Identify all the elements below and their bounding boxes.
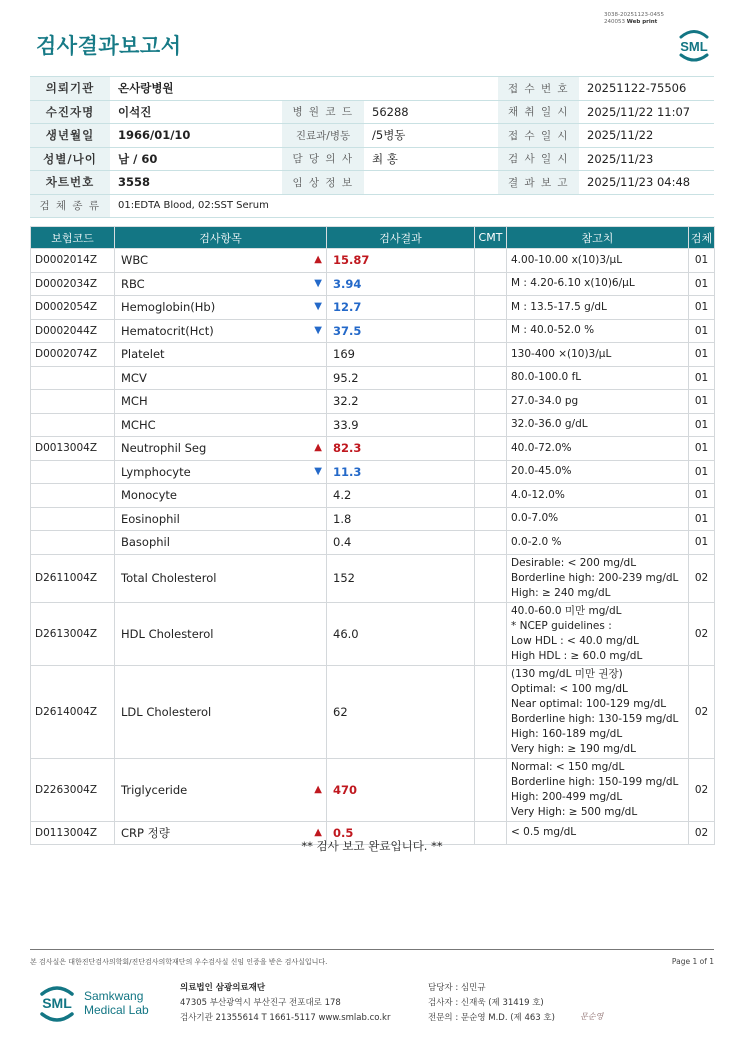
insurance-code: D0002014Z: [31, 249, 115, 273]
result-row: [31, 484, 715, 508]
result-row: [31, 272, 715, 296]
doctor-label: 담 당 의 사: [282, 147, 364, 171]
reference-line: (130 mg/dL 미만 권장): [511, 667, 623, 680]
info-row: [30, 124, 714, 148]
reference-line: 32.0-36.0 g/dL: [511, 418, 588, 431]
sexage-label: 성별/나이: [30, 147, 110, 171]
reference-line: High HDL : ≥ 60.0 mg/dL: [511, 649, 643, 662]
insurance-code: [31, 531, 115, 555]
test-result: 4.2: [327, 484, 475, 508]
reference-range: [507, 507, 689, 531]
comment-cell: [475, 507, 507, 531]
page-title: 검사결과보고서: [36, 34, 182, 58]
col-specimen: 검체: [689, 227, 715, 249]
comment-cell: [475, 249, 507, 273]
reference-line: Desirable: < 200 mg/dL: [511, 556, 637, 569]
comment-cell: [475, 460, 507, 484]
high-flag-icon: ▲: [314, 826, 322, 838]
chart-value: 3558: [110, 171, 282, 195]
test-result: 0.5: [327, 821, 475, 845]
specimen-code: 01: [689, 437, 715, 461]
sexage-value: 남 / 60: [110, 147, 282, 171]
results-table: [30, 226, 715, 845]
specimen-code: 01: [689, 507, 715, 531]
comment-cell: [475, 319, 507, 343]
test-item-label: MCH: [121, 394, 148, 409]
test-item-label: LDL Cholesterol: [121, 704, 212, 719]
brand-line1: Samkwang: [84, 989, 144, 1003]
result-row: [31, 319, 715, 343]
test-result: 37.5: [327, 319, 475, 343]
insurance-code: [31, 366, 115, 390]
clinical-value: [364, 171, 498, 195]
insurance-code: [31, 484, 115, 508]
staff-info: [428, 981, 555, 1026]
insurance-code: D0002044Z: [31, 319, 115, 343]
reference-line: Borderline high: 150-199 mg/dL: [511, 775, 679, 788]
samkwang-logo-text: SML: [42, 995, 72, 1011]
comment-cell: [475, 296, 507, 320]
organization-info: [180, 981, 390, 1026]
doctor-value: 최 홍: [364, 147, 498, 171]
reference-line: Normal: < 150 mg/dL: [511, 760, 625, 773]
comment-cell: [475, 366, 507, 390]
reference-line: M : 13.5-17.5 g/dL: [511, 300, 607, 313]
specimen-code: 02: [689, 554, 715, 602]
result-row: [31, 665, 715, 758]
comment-cell: [475, 665, 507, 758]
reference-range: [507, 366, 689, 390]
birth-label: 생년월일: [30, 124, 110, 148]
test-item-label: Total Cholesterol: [121, 571, 217, 585]
test-item-label: Monocyte: [121, 488, 177, 503]
reference-line: Borderline high: 130-159 mg/dL: [511, 712, 679, 725]
result-row: [31, 554, 715, 602]
col-result: 검사결과: [327, 227, 475, 249]
specimen-code: 02: [689, 821, 715, 845]
test-item: [115, 296, 327, 320]
comment-cell: [475, 272, 507, 296]
reference-range: [507, 484, 689, 508]
specimen-code: 02: [689, 665, 715, 758]
test-item-label: WBC: [121, 253, 149, 268]
test-item: [115, 665, 327, 758]
specimen-code: 01: [689, 531, 715, 555]
reference-line: High: ≥ 240 mg/dL: [511, 586, 611, 599]
test-item-label: Eosinophil: [121, 511, 180, 526]
insurance-code: [31, 390, 115, 414]
insurance-code: D0002034Z: [31, 272, 115, 296]
test-item: [115, 554, 327, 602]
info-row: [30, 100, 714, 124]
reference-range: [507, 531, 689, 555]
low-flag-icon: ▼: [314, 301, 322, 313]
test-item-label: MCV: [121, 370, 147, 385]
test-result: 32.2: [327, 390, 475, 414]
info-row: [30, 194, 714, 218]
reference-line: 4.0-12.0%: [511, 488, 565, 501]
reference-range: [507, 413, 689, 437]
reference-line: 20.0-45.0%: [511, 465, 572, 478]
insurance-code: D0002074Z: [31, 343, 115, 367]
result-row: [31, 507, 715, 531]
result-row: [31, 531, 715, 555]
reference-line: 0.0-2.0 %: [511, 535, 562, 548]
result-row: [31, 390, 715, 414]
report-time-value: 2025/11/23 04:48: [579, 171, 714, 195]
specimen-code: 01: [689, 413, 715, 437]
result-row: [31, 296, 715, 320]
test-item-label: Platelet: [121, 347, 165, 362]
reference-line: 40.0-60.0 미만 mg/dL: [511, 604, 622, 617]
insurance-code: D2611004Z: [31, 554, 115, 602]
high-flag-icon: ▲: [314, 783, 322, 795]
staff-tester: 검사자 : 신재욱 (제 31419 호): [428, 998, 544, 1008]
comment-cell: [475, 484, 507, 508]
comment-cell: [475, 390, 507, 414]
test-item-label: RBC: [121, 276, 145, 291]
samkwang-logo-icon: [36, 980, 78, 1024]
test-result: 0.4: [327, 531, 475, 555]
insurance-code: D2613004Z: [31, 602, 115, 665]
ward-label: 진료과/병동: [282, 124, 364, 148]
receipt-no-label: 접 수 번 호: [498, 77, 579, 101]
reference-line: Near optimal: 100-129 mg/dL: [511, 697, 667, 710]
page-number: Page 1 of 1: [671, 957, 714, 966]
insurance-code: D0013004Z: [31, 437, 115, 461]
reference-range: [507, 296, 689, 320]
test-item: [115, 319, 327, 343]
receipt-no-value: 20251122-75506: [579, 77, 714, 101]
hospital-code-value: 56288: [364, 100, 498, 124]
reference-line: M : 40.0-52.0 %: [511, 324, 595, 337]
reference-line: Borderline high: 200-239 mg/dL: [511, 571, 679, 584]
reference-line: High: 160-189 mg/dL: [511, 727, 623, 740]
high-flag-icon: ▲: [314, 442, 322, 454]
test-item: [115, 272, 327, 296]
test-date-value: 2025/11/23: [579, 147, 714, 171]
reference-line: 80.0-100.0 fL: [511, 371, 582, 384]
test-result: 169: [327, 343, 475, 367]
reference-line: 27.0-34.0 pg: [511, 394, 579, 407]
test-item: [115, 413, 327, 437]
brand-name: [84, 989, 149, 1017]
reference-line: Very high: ≥ 190 mg/dL: [511, 742, 636, 755]
clinical-label: 임 상 정 보: [282, 171, 364, 195]
reference-line: High: 200-499 mg/dL: [511, 790, 623, 803]
test-item: [115, 460, 327, 484]
reference-line: 0.0-7.0%: [511, 512, 559, 525]
result-row: [31, 343, 715, 367]
report-code-line2: 240053 Web print: [604, 19, 658, 25]
test-item: [115, 366, 327, 390]
org-address: 47305 부산광역시 부산진구 전포대로 178: [180, 998, 341, 1008]
test-item: [115, 758, 327, 821]
specimen-code: 01: [689, 272, 715, 296]
test-item-label: Hemoglobin(Hb): [121, 300, 216, 315]
test-item-label: CRP 정량: [121, 825, 170, 840]
test-item: [115, 249, 327, 273]
report-code: [604, 12, 664, 26]
completion-message: ** 검사 보고 완료입니다. **: [301, 839, 443, 853]
info-row: [30, 77, 714, 101]
test-result: 95.2: [327, 366, 475, 390]
reference-range: [507, 460, 689, 484]
collect-time-value: 2025/11/22 11:07: [579, 100, 714, 124]
test-result: 46.0: [327, 602, 475, 665]
comment-cell: [475, 413, 507, 437]
staff-manager: 담당자 : 심민규: [428, 983, 486, 993]
footer-divider: [30, 949, 714, 950]
comment-cell: [475, 343, 507, 367]
reference-line: 130-400 ×(10)3/μL: [511, 347, 612, 360]
test-result: 62: [327, 665, 475, 758]
reference-range: [507, 437, 689, 461]
col-item: 검사항목: [115, 227, 327, 249]
test-item: [115, 531, 327, 555]
insurance-code: [31, 460, 115, 484]
col-cmt: CMT: [475, 227, 507, 249]
test-item: [115, 507, 327, 531]
patient-info-table: [30, 76, 714, 218]
birth-value: 1966/01/10: [110, 124, 282, 148]
comment-cell: [475, 602, 507, 665]
patient-label: 수진자명: [30, 100, 110, 124]
result-row: [31, 413, 715, 437]
col-reference: 참고치: [507, 227, 689, 249]
comment-cell: [475, 531, 507, 555]
test-item: [115, 484, 327, 508]
reference-line: M : 4.20-6.10 x(10)6/μL: [511, 277, 635, 290]
test-result: 3.94: [327, 272, 475, 296]
report-code-line1: 3038-20251123-0455: [604, 12, 664, 18]
insurance-code: D0113004Z: [31, 821, 115, 845]
result-row: [31, 366, 715, 390]
results-body: [31, 249, 715, 845]
reference-range: [507, 390, 689, 414]
specimen-code: 01: [689, 296, 715, 320]
low-flag-icon: ▼: [314, 277, 322, 289]
specimen-code: 02: [689, 602, 715, 665]
reference-line: Low HDL : < 40.0 mg/dL: [511, 634, 639, 647]
insurance-code: D0002054Z: [31, 296, 115, 320]
insurance-code: D2263004Z: [31, 758, 115, 821]
test-result: 1.8: [327, 507, 475, 531]
reference-range: [507, 343, 689, 367]
reference-range: [507, 272, 689, 296]
receipt-date-label: 접 수 일 시: [498, 124, 579, 148]
test-item: [115, 390, 327, 414]
insurance-code: D2614004Z: [31, 665, 115, 758]
reference-line: < 0.5 mg/dL: [511, 826, 577, 839]
col-code: 보험코드: [31, 227, 115, 249]
reference-range: [507, 249, 689, 273]
reference-range: [507, 602, 689, 665]
specimen-code: 01: [689, 460, 715, 484]
reference-range: [507, 665, 689, 758]
accreditation-note: 본 검사실은 대한진단검사의학회/진단검사의학재단의 우수검사실 신임 인증을 받은 검사실입니다.: [30, 958, 328, 966]
reference-line: * NCEP guidelines :: [511, 619, 612, 632]
institution-value: 온사랑병원: [110, 77, 498, 101]
test-result: 15.87: [327, 249, 475, 273]
result-row: [31, 602, 715, 665]
test-item: [115, 602, 327, 665]
reference-line: 4.00-10.00 x(10)3/μL: [511, 253, 623, 266]
comment-cell: [475, 758, 507, 821]
test-item-label: HDL Cholesterol: [121, 626, 214, 641]
specimen-code: 01: [689, 319, 715, 343]
test-date-label: 검 사 일 시: [498, 147, 579, 171]
test-item-label: Lymphocyte: [121, 464, 191, 479]
result-row: [31, 460, 715, 484]
test-result: 470: [327, 758, 475, 821]
specimen-code: 01: [689, 249, 715, 273]
sml-logo-icon: [674, 27, 714, 63]
test-item: [115, 437, 327, 461]
result-row: [31, 249, 715, 273]
specimen-value: 01:EDTA Blood, 02:SST Serum: [110, 194, 714, 218]
test-result: 33.9: [327, 413, 475, 437]
specimen-code: 01: [689, 484, 715, 508]
reference-line: Optimal: < 100 mg/dL: [511, 682, 628, 695]
test-item-label: MCHC: [121, 417, 156, 432]
result-row: [31, 437, 715, 461]
reference-range: [507, 554, 689, 602]
org-name: 의료법인 삼광의료재단: [180, 983, 266, 993]
info-row: [30, 147, 714, 171]
reference-line: 40.0-72.0%: [511, 441, 572, 454]
test-item: [115, 343, 327, 367]
org-contact: 검사기관 21355614 T 1661-5117 www.smlab.co.kr: [180, 1013, 391, 1023]
receipt-date-value: 2025/11/22: [579, 124, 714, 148]
high-flag-icon: ▲: [314, 254, 322, 266]
test-item-label: Triglyceride: [121, 782, 188, 797]
test-result: 152: [327, 554, 475, 602]
test-result: 11.3: [327, 460, 475, 484]
ward-value: /5병동: [364, 124, 498, 148]
patient-value: 이석진: [110, 100, 282, 124]
specimen-code: 01: [689, 366, 715, 390]
specimen-code: 02: [689, 758, 715, 821]
test-item-label: Neutrophil Seg: [121, 441, 207, 456]
report-time-label: 결 과 보 고: [498, 171, 579, 195]
specimen-code: 01: [689, 343, 715, 367]
result-row: [31, 758, 715, 821]
low-flag-icon: ▼: [314, 465, 322, 477]
test-item-label: Basophil: [121, 535, 170, 550]
chart-label: 차트번호: [30, 171, 110, 195]
hospital-code-label: 병 원 코 드: [282, 100, 364, 124]
results-header-row: [31, 227, 715, 249]
reference-range: [507, 319, 689, 343]
insurance-code: [31, 413, 115, 437]
comment-cell: [475, 554, 507, 602]
low-flag-icon: ▼: [314, 324, 322, 336]
test-result: 12.7: [327, 296, 475, 320]
reference-range: [507, 758, 689, 821]
sml-logo-text: SML: [680, 39, 708, 54]
specialist-signature: 문순영: [580, 1012, 604, 1021]
comment-cell: [475, 437, 507, 461]
institution-label: 의뢰기관: [30, 77, 110, 101]
specimen-label: 검 체 종 류: [30, 194, 110, 218]
test-result: 82.3: [327, 437, 475, 461]
brand-line2: Medical Lab: [84, 1003, 149, 1017]
reference-line: Very High: ≥ 500 mg/dL: [511, 805, 638, 818]
info-row: [30, 171, 714, 195]
test-item-label: Hematocrit(Hct): [121, 323, 214, 338]
specimen-code: 01: [689, 390, 715, 414]
staff-specialist: 전문의 : 문순영 M.D. (제 463 호): [428, 1013, 555, 1023]
collect-time-label: 채 취 일 시: [498, 100, 579, 124]
insurance-code: [31, 507, 115, 531]
